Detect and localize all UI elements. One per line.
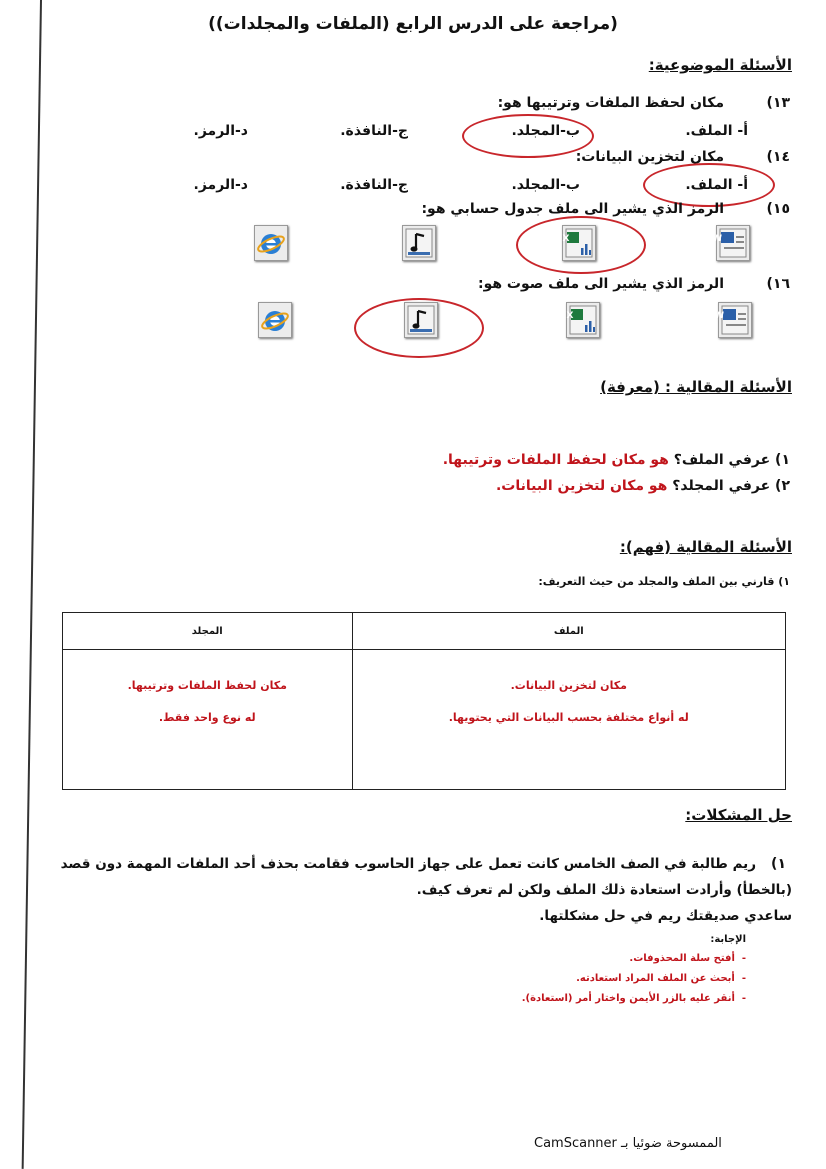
essay-q2 (496, 478, 790, 494)
excel-icon (566, 302, 600, 338)
camscanner-footer: الممسوحة ضوئيا بـ CamScanner (534, 1136, 722, 1151)
svg-text:X: X (566, 311, 574, 321)
objective-heading: الأسئلة الموضوعية: (648, 56, 792, 74)
answer-label: الإجابة: (710, 934, 746, 945)
folder-types: له نوع واحد فقط. (158, 711, 256, 724)
step-2: - أبحث عن الملف المراد استعادته. (576, 973, 746, 984)
essay-q1-number: ١) (775, 452, 790, 468)
problems-heading: حل المشكلات: (685, 806, 792, 824)
essay-knowledge-heading: الأسئلة المقالية : (معرفة) (600, 378, 792, 396)
table-cell-folder (63, 650, 353, 790)
internet-explorer-icon (254, 225, 288, 261)
svg-text:X: X (562, 234, 570, 244)
q14-text: مكان لتخزين البيانات: (575, 149, 724, 165)
compare-question (538, 575, 790, 588)
q16-answer-circle (354, 298, 484, 358)
q13-option-a: أ- الملف. (685, 123, 748, 139)
q13-option-c: ج-النافذة. (340, 123, 408, 139)
problem-line-1: ريم طالبة في الصف الخامس كانت تعمل على جهاز الحاسوب فقامت بحذف أحد الملفات المهمة دون قصد (60, 856, 756, 872)
q14-number: ١٤) (766, 149, 790, 165)
audio-icon (402, 225, 436, 261)
q14-option-d: د-الرمز. (193, 177, 248, 193)
svg-text:W: W (712, 234, 722, 244)
file-definition: مكان لتخزين البيانات. (510, 679, 627, 692)
q15-answer-circle (516, 216, 646, 274)
file-types: له أنواع مختلفة بحسب البيانات التي يحتويها. (448, 711, 689, 724)
q13-option-d: د-الرمز. (193, 123, 248, 139)
q13-answer-circle (462, 114, 594, 158)
svg-text:W: W (714, 311, 724, 321)
essay-q2-text: عرفي المجلد؟ (672, 478, 771, 494)
step-3: - أنقر عليه بالزر الأيمن واختار أمر (استعادة). (521, 993, 746, 1004)
table-cell-file (352, 650, 785, 790)
step-1-text: أفتح سلة المحذوفات. (629, 953, 735, 964)
word-icon (714, 302, 752, 338)
q13-option-b: ب-المجلد. (511, 123, 580, 139)
essay-q1-text: عرفي الملف؟ (673, 452, 771, 468)
essay-q2-number: ٢) (775, 478, 790, 494)
essay-q1-answer: هو مكان لحفظ الملفات وترتيبها. (442, 452, 669, 468)
compare-question-number: ١) (778, 575, 790, 588)
problem-number: ١) (771, 856, 786, 872)
step-1: - أفتح سلة المحذوفات. (629, 953, 746, 964)
q15-text: الرمز الذي يشير الى ملف جدول حسابي هو: (421, 201, 724, 217)
step-2-text: أبحث عن الملف المراد استعادته. (576, 973, 735, 984)
q13-number: ١٣) (766, 95, 790, 111)
comparison-table (62, 612, 786, 790)
q13-text: مكان لحفظ الملفات وترتيبها هو: (497, 95, 724, 111)
q16-number: ١٦) (766, 276, 790, 292)
essay-q1 (443, 452, 790, 468)
compare-question-text: قارني بين الملف والمجلد من حيث التعريف: (538, 575, 775, 588)
folder-definition: مكان لحفظ الملفات وترتيبها. (127, 679, 287, 692)
margin-line (22, 0, 42, 1169)
word-icon (712, 225, 750, 261)
q16-text: الرمز الذي يشير الى ملف صوت هو: (477, 276, 724, 292)
q14-option-b: ب-المجلد. (511, 177, 580, 193)
q14-option-c: ج-النافذة. (340, 177, 408, 193)
q14-option-a: أ- الملف. (685, 177, 748, 193)
internet-explorer-icon (258, 302, 292, 338)
table-header-file: الملف (352, 613, 785, 650)
problem-line-3: ساعدي صديقتك ريم في حل مشكلتها. (539, 908, 792, 924)
page-title: (مراجعة على الدرس الرابع (الملفات والمجلدات)) (208, 14, 618, 34)
step-3-text: أنقر عليه بالزر الأيمن واختار أمر (استعادة). (521, 993, 735, 1004)
table-header-folder: المجلد (63, 613, 353, 650)
problem-line-2: (بالخطأ) وأرادت استعادة ذلك الملف ولكن لم تعرف كيف. (416, 882, 792, 898)
essay-understanding-heading: الأسئلة المقالية (فهم): (619, 538, 792, 556)
q15-number: ١٥) (766, 201, 790, 217)
essay-q2-answer: هو مكان لتخزين البيانات. (495, 478, 668, 494)
